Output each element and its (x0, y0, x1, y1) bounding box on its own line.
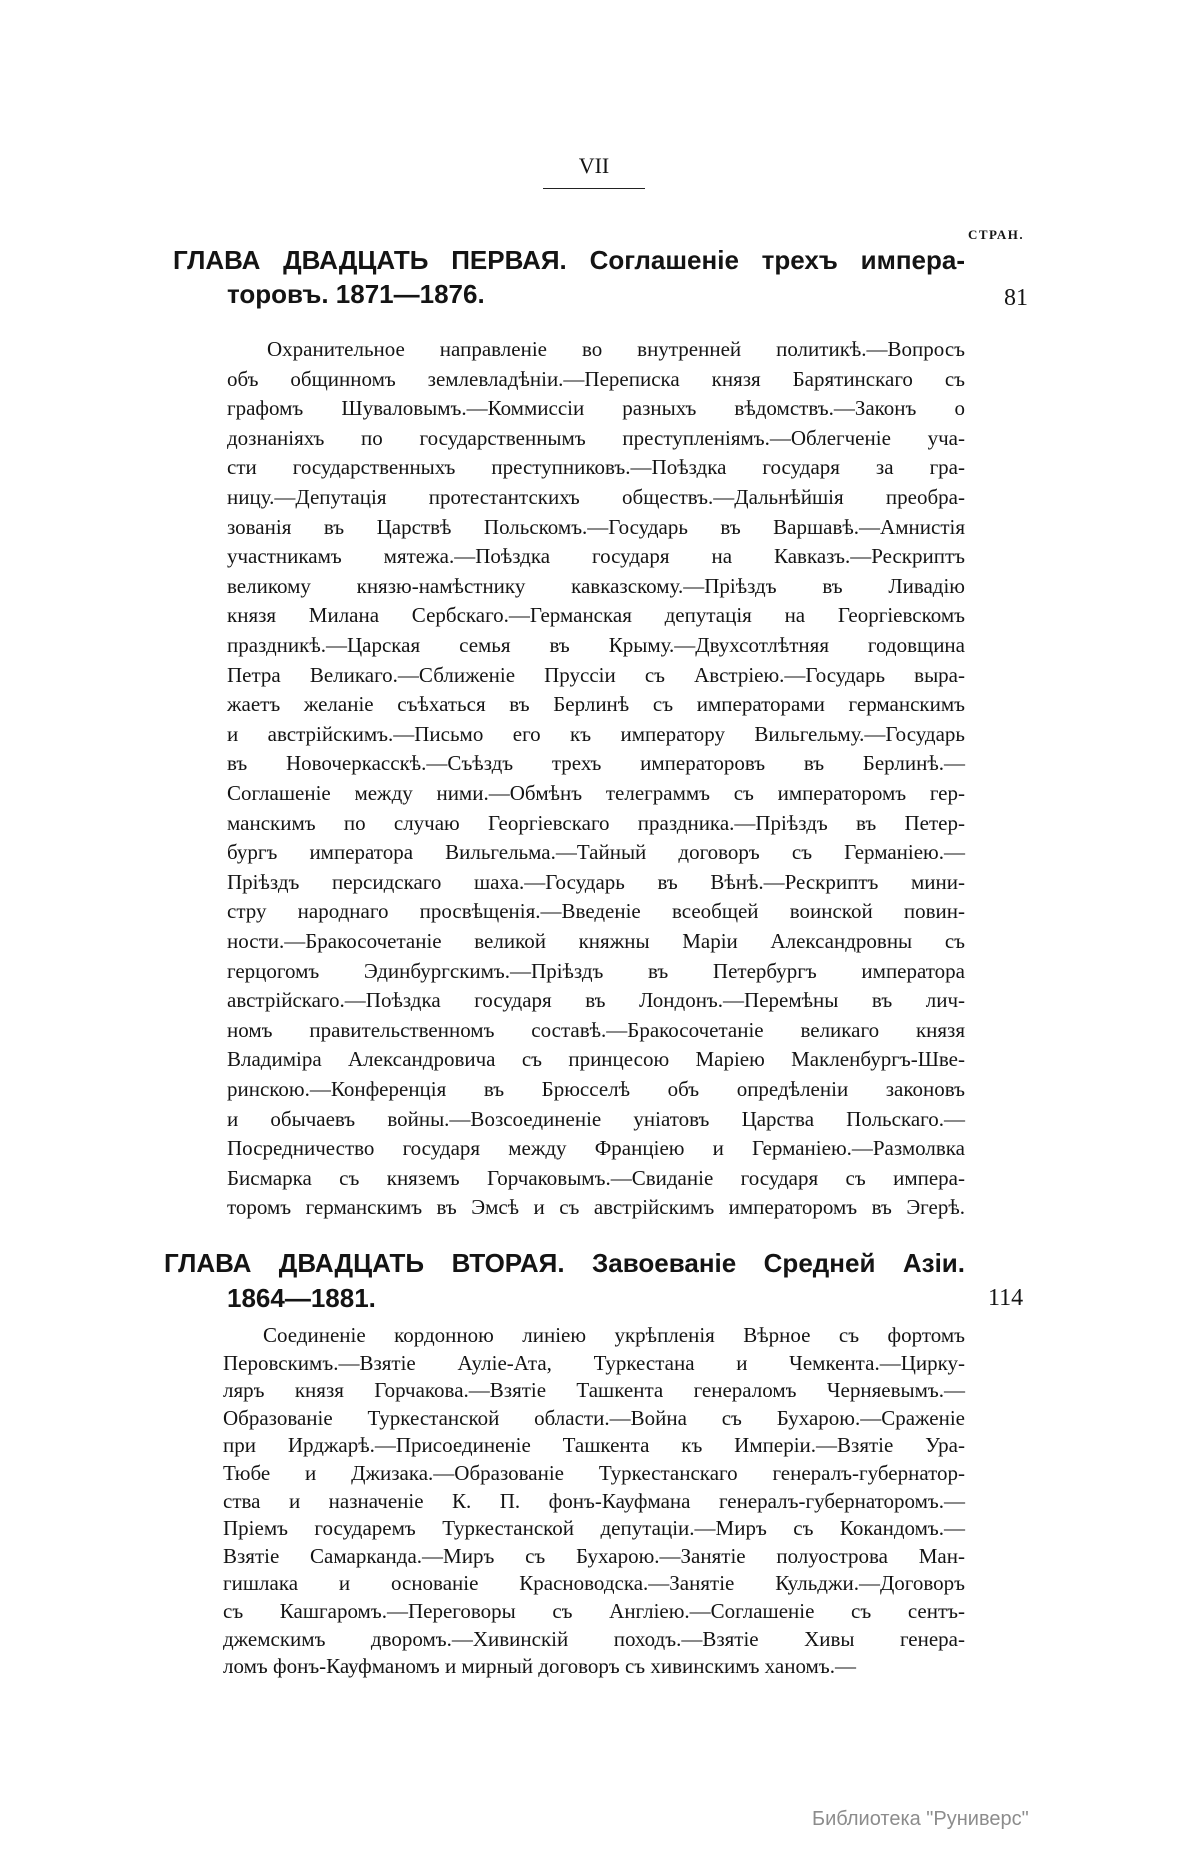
summary-line: манскимъ по случаю Георгіевскаго праздника.—Пріѣздъ въ Петер- (227, 811, 965, 835)
summary-line: Владиміра Александровича съ принцесою Маріею Макленбургъ-Шве- (227, 1047, 965, 1071)
summary-line: Взятіе Самарканда.—Миръ съ Бухарою.—Занятіе полуострова Ман- (223, 1544, 965, 1568)
summary-line: Образованіе Туркестанской области.—Война съ Бухарою.—Сраженіе (223, 1406, 965, 1430)
summary-line: бургъ императора Вильгельма.—Тайный договоръ съ Германіею.— (227, 840, 965, 864)
chapter-page-number: 114 (988, 1285, 1024, 1311)
library-watermark: Библиотека "Руниверс" (812, 1808, 1029, 1830)
summary-line: ломъ фонъ-Кауфманомъ и мирный договоръ съ хивинскимъ ханомъ.— (223, 1654, 856, 1678)
summary-line: князя Милана Сербскаго.—Германская депутація на Георгіевскомъ (227, 603, 965, 627)
chapter-title-line: торовъ. 1871—1876. (227, 279, 485, 309)
folio-rule (543, 188, 645, 189)
summary-line: зованія въ Царствѣ Польскомъ.—Государь въ Варшавѣ.—Амнистія (227, 515, 965, 539)
summary-line: австрійскаго.—Поѣздка государя въ Лондонъ.—Перемѣны въ лич- (227, 988, 965, 1012)
summary-line: номъ правительственномъ составѣ.—Бракосочетаніе великаго князя (227, 1018, 965, 1042)
summary-line: и австрійскимъ.—Письмо его къ императору Вильгельму.—Государь (227, 722, 965, 746)
chapter-title-line: ГЛАВА ДВАДЦАТЬ ПЕРВАЯ. Соглашеніе трехъ импера- (173, 245, 965, 275)
summary-line: гишлака и основаніе Красноводска.—Занятіе Кульджи.—Договоръ (223, 1571, 965, 1595)
summary-line: торомъ германскимъ въ Эмсѣ и съ австрійскимъ императоромъ въ Эгерѣ. (227, 1195, 965, 1219)
summary-line: Соглашеніе между ними.—Обмѣнъ телеграммъ съ императоромъ гер- (227, 781, 965, 805)
summary-line: Пріемъ государемъ Туркестанской депутаціи.—Миръ съ Кокандомъ.— (223, 1516, 965, 1540)
summary-line: Петра Великаго.—Сближеніе Пруссіи съ Австріею.—Государь выра- (227, 663, 965, 687)
summary-line: и обычаевъ войны.—Возсоединеніе уніатовъ Царства Польскаго.— (227, 1107, 965, 1131)
summary-line: Охранительное направленіе во внутренней политикѣ.—Вопросъ (267, 337, 965, 361)
summary-line: Тюбе и Джизака.—Образованіе Туркестанскаго генералъ-губернатор- (223, 1461, 965, 1485)
summary-line: Перовскимъ.—Взятіе Ауліе-Ата, Туркестана и Чемкента.—Цирку- (223, 1351, 965, 1375)
summary-line: ности.—Бракосочетаніе великой княжны Маріи Александровны съ (227, 929, 965, 953)
summary-line: стру народнаго просвѣщенія.—Введеніе всеобщей воинской повин- (227, 899, 965, 923)
page-folio: VII (578, 153, 610, 178)
summary-line: графомъ Шуваловымъ.—Коммиссіи разныхъ вѣдомствъ.—Законъ о (227, 396, 965, 420)
summary-line: ницу.—Депутація протестантскихъ обществъ.—Дальнѣйшія преобра- (227, 485, 965, 509)
summary-line: Пріѣздъ персидскаго шаха.—Государь въ Вѣнѣ.—Рескриптъ мини- (227, 870, 965, 894)
summary-line: герцогомъ Эдинбургскимъ.—Пріѣздъ въ Петербургъ императора (227, 959, 965, 983)
summary-line: сти государственныхъ преступниковъ.—Поѣздка государя за гра- (227, 455, 965, 479)
summary-line: дознаніяхъ по государственнымъ преступленіямъ.—Облегченіе уча- (227, 426, 965, 450)
summary-line: ринскою.—Конференція въ Брюсселѣ объ опредѣленіи законовъ (227, 1077, 965, 1101)
summary-line: джемскимъ дворомъ.—Хивинскій походъ.—Взятіе Хивы генера- (223, 1627, 965, 1651)
summary-line: великому князю-намѣстнику кавказскому.—Пріѣздъ въ Ливадію (227, 574, 965, 598)
summary-line: Посредничество государя между Франціею и Германіею.—Размолвка (227, 1136, 965, 1160)
summary-line: съ Кашгаромъ.—Переговоры съ Англіею.—Соглашеніе съ сентъ- (223, 1599, 965, 1623)
summary-line: въ Новочеркасскѣ.—Съѣздъ трехъ императоровъ въ Берлинѣ.— (227, 751, 965, 775)
chapter-page-number: 81 (1004, 285, 1028, 311)
summary-line: Бисмарка съ княземъ Горчаковымъ.—Свиданіе государя съ импера- (227, 1166, 965, 1190)
summary-line: участникамъ мятежа.—Поѣздка государя на Кавказъ.—Рескриптъ (227, 544, 965, 568)
chapter-title-line: ГЛАВА ДВАДЦАТЬ ВТОРАЯ. Завоеваніе Средней Азіи. (164, 1248, 965, 1278)
summary-line: жаетъ желаніе съѣхаться въ Берлинѣ съ императорами германскимъ (227, 692, 965, 716)
summary-line: при Ирджарѣ.—Присоединеніе Ташкента къ Имперіи.—Взятіе Ура- (223, 1433, 965, 1457)
summary-line: Соединеніе кордонною линіею укрѣпленія Вѣрное съ фортомъ (263, 1323, 965, 1347)
summary-line: ства и назначеніе К. П. фонъ-Кауфмана генералъ-губернаторомъ.— (223, 1489, 965, 1513)
summary-line: объ общинномъ землевладѣніи.—Переписка князя Барятинскаго съ (227, 367, 965, 391)
summary-line: праздникѣ.—Царская семья въ Крыму.—Двухсотлѣтняя годовщина (227, 633, 965, 657)
chapter-title-line: 1864—1881. (227, 1283, 376, 1313)
summary-line: ляръ князя Горчакова.—Взятіе Ташкента генераломъ Черняевымъ.— (223, 1378, 965, 1402)
page-column-header: СТРАН. (968, 227, 1025, 242)
